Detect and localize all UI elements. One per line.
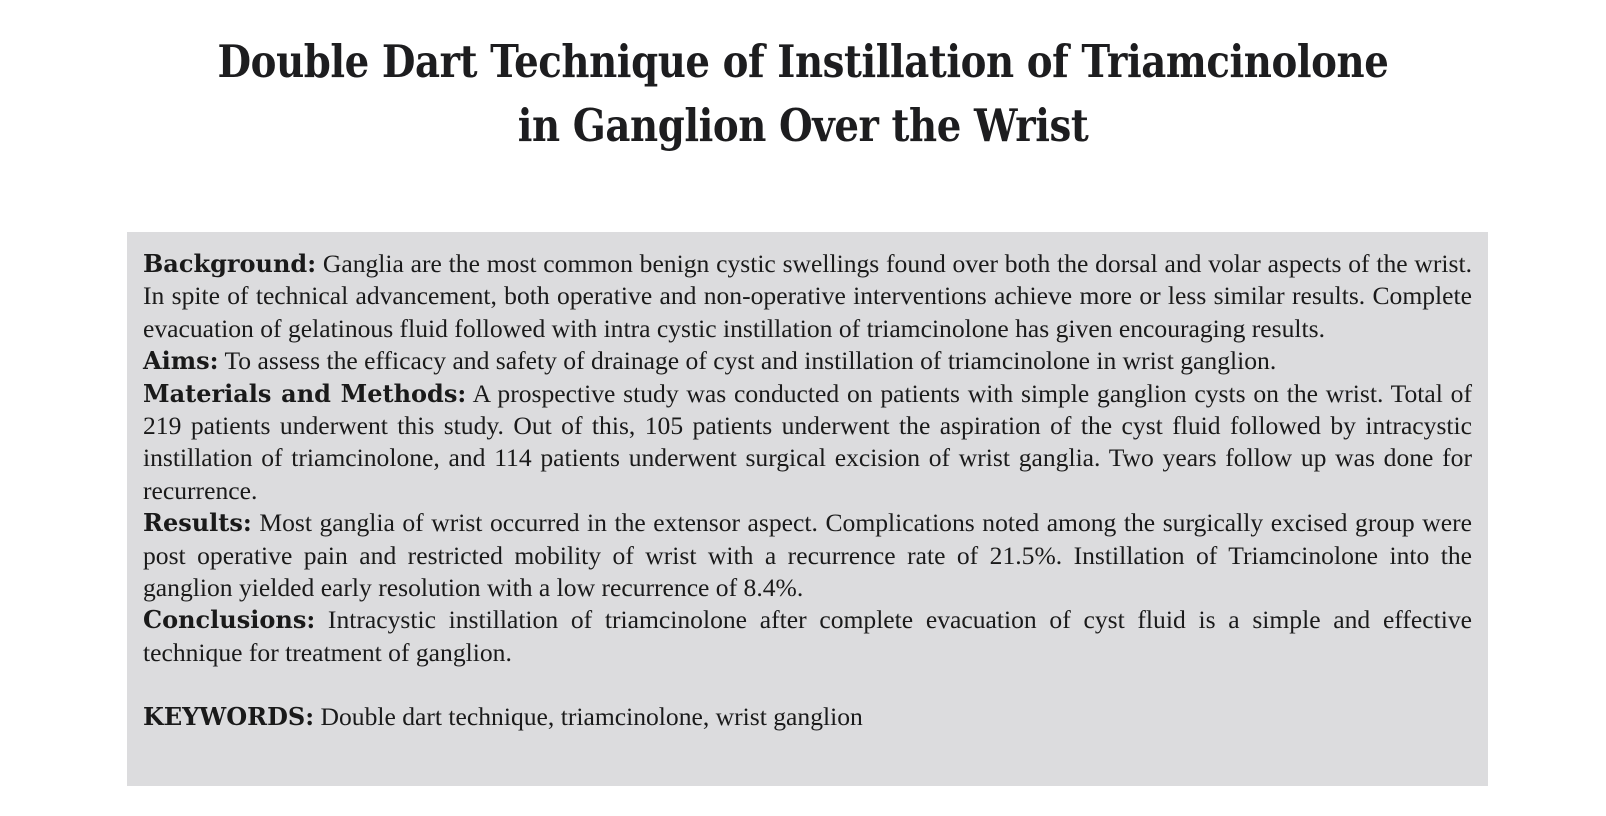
aims-label: Aims: [143, 346, 219, 376]
results-label: Results: [143, 508, 252, 538]
conclusions-text: Intracystic instillation of triamcinolone after complete evacuation of cyst fluid is a simple and effective technique for treatment of ganglion. [143, 605, 1472, 667]
abstract-aims [143, 345, 1472, 377]
abstract-keywords [143, 701, 1472, 733]
abstract-methods [143, 378, 1472, 508]
aims-text: To assess the efficacy and safety of drainage of cyst and instillation of triamcinolone in wrist ganglion. [224, 346, 1277, 376]
background-text: Ganglia are the most common benign cystic swellings found over both the dorsal and volar aspects of the wrist. In spite of technical advancement, both operative and non-operative interventions achieve more or less similar results. Complete evacuation of gelatinous fluid followed with intra cystic instillation of triamcinolone has given encouraging results. [143, 249, 1472, 343]
keywords-label: KEYWORDS: [143, 702, 315, 732]
abstract-background [143, 248, 1472, 345]
keywords-spacer [143, 669, 1472, 701]
keywords-text: Double dart technique, triamcinolone, wrist ganglion [320, 702, 863, 732]
abstract-results [143, 507, 1472, 604]
results-text: Most ganglia of wrist occurred in the extensor aspect. Complications noted among the surgically excised group were post operative pain and restricted mobility of wrist with a recurrence rate of 21.5%. Instillation of Triamcinolone into the ganglion yielded early resolution with a low recurrence of 8.4%. [143, 508, 1473, 603]
methods-label: Materials and Methods: [143, 378, 467, 408]
paper-title: Double Dart Technique of Instillation of Triamcinolone in Ganglion Over the Wrist [217, 35, 1389, 152]
methods-text: A prospective study was conducted on patients with simple ganglion cysts on the wrist. Total of 219 patients underwent this study. Out of this, 105 patients underwent the aspiration of the cyst fluid followed by intracystic instillation of triamcinolone, and 114 patients underwent surgical excision of wrist ganglia. Two years follow up was done for recurrence. [143, 378, 1472, 505]
conclusions-label: Conclusions: [143, 605, 316, 635]
background-label: Background: [143, 249, 317, 278]
abstract-box [127, 232, 1488, 786]
abstract-conclusions [143, 604, 1472, 669]
